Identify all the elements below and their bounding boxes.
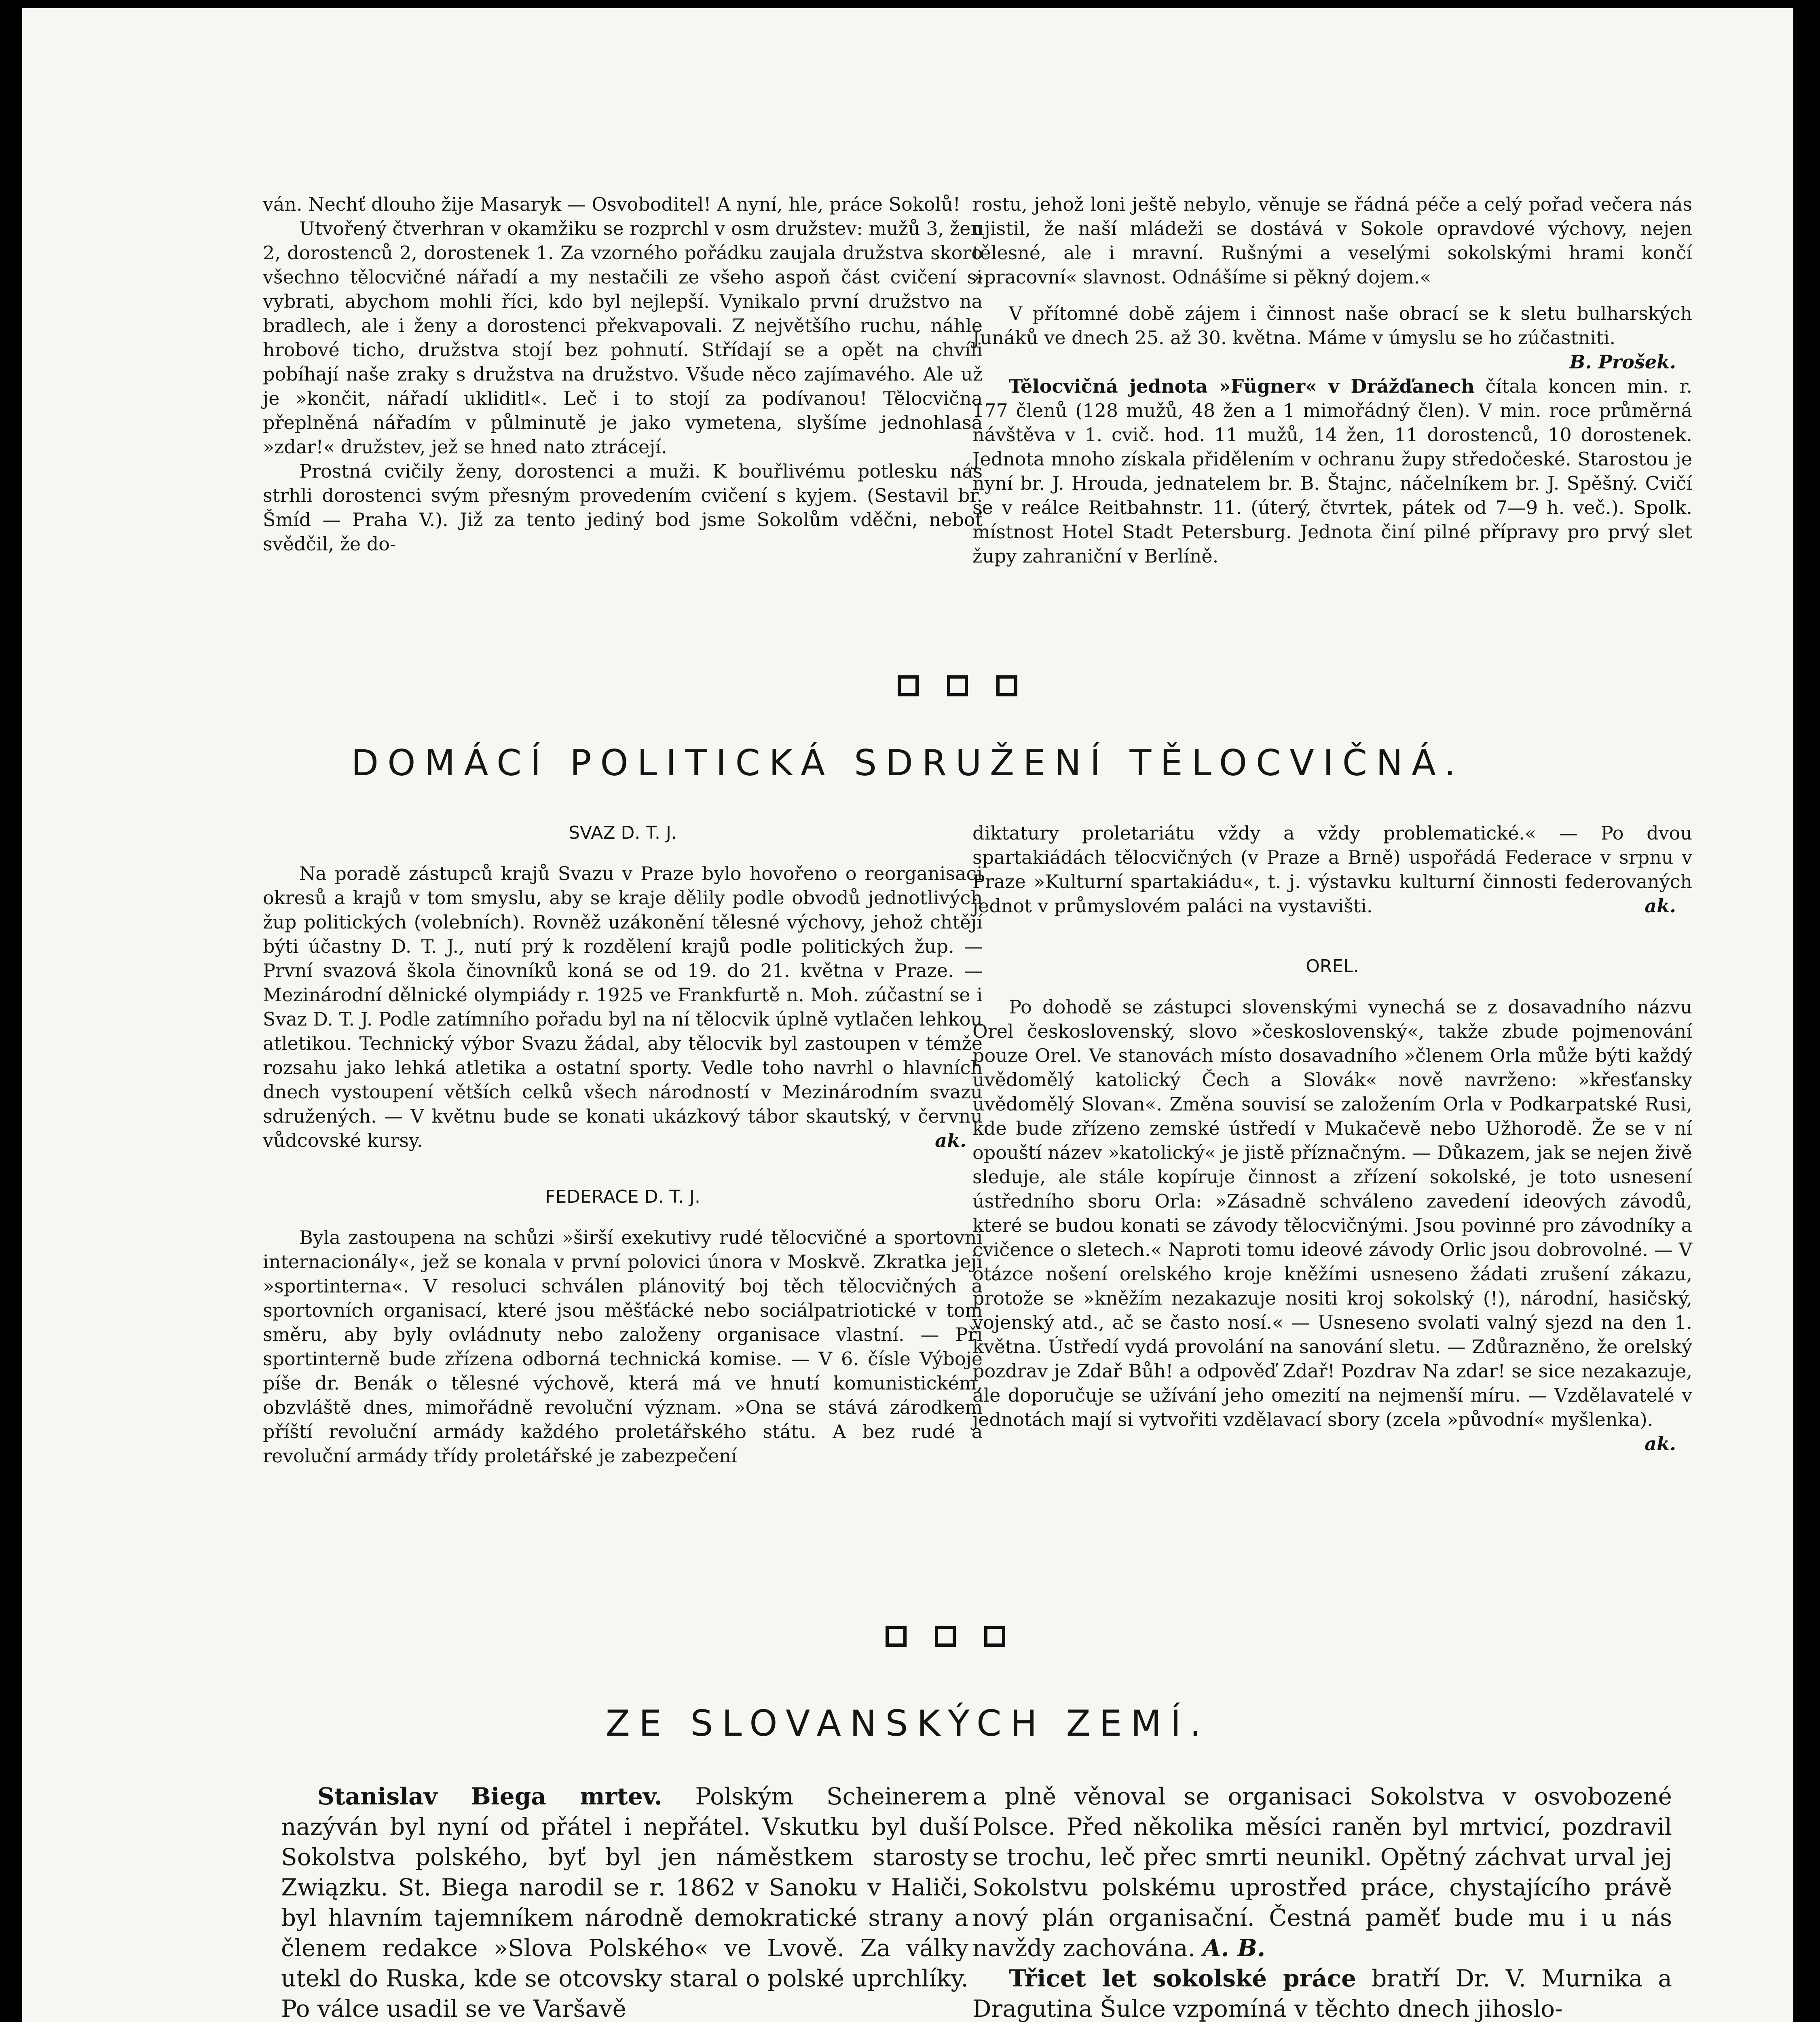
section2-right-column (972, 1781, 1672, 2022)
square-ornament-icon (996, 675, 1017, 696)
paragraph-text: bratří Dr. V. Murnika a Dragutina Šulce vzpomíná v těchto dnech jihoslo- (972, 1965, 1672, 2022)
paragraph: Byla zastoupena na schůzi »širší exekutivy rudé tělocvičné a sportovní internacionály«, jež se konala v první polovici února v Moskvě. Zkratka její »sportinterna«. V resoluci schválen plánovitý boj těch tělocvičných a sportovních organisací, které jsou měšťácké nebo sociálpatriotické v tom směru, aby byly ovládnuty nebo založeny organisace vlastní. — Při sportinterně bude zřízena odborná technická komise. — V 6. čísle Výboje píše dr. Benák o tělesné výchově, která má ve hnutí komunistickém, obzvláště dnes, mimořádně revoluční význam. »Ona se stává zárodkem příští revoluční armády každého proletářského státu. A bez rudé a revoluční armády třídy proletářské je zabezpečení (263, 1227, 983, 1467)
article-title: OREL. (1306, 956, 1359, 977)
section-divider (898, 675, 1017, 696)
paragraph-text: Na poradě zástupců krajů Svazu v Praze bylo hovořeno o reorganisaci okresů a krajů v tom smyslu, aby se kraje dělily podle obvodů jednotlivých žup politických (volebních). Rovněž uzákonění tělesné výchovy, jehož chtějí býti účastny D. T. J., nutí prý k rozdělení krajů podle politických žup. — První svazová škola činovníků koná se od 19. do 21. května v Praze. — Mezinárodní dělnické olympiády r. 1925 ve Frankfurtě n. Moh. zúčastní se i Svaz D. T. J. Podle zatímního pořadu byl na ní tělocvik úplně vytlačen lehkou atletikou. Technický výbor Svazu žádal, aby tělocvik byl zastoupen v témže rozsahu jako lehká atletika a ostatní sporty. Vedle toho navrhl o hlavních dnech vystoupení větších celků všech národností v Mezinárodním svazu sdružených. — V květnu bude se konati ukázkový tábor skautský, v červnu vůdcovské kursy. (263, 863, 983, 1151)
paragraph-text: a plně věnoval se organisaci Sokolstva v osvobozené Polsce. Před několika měsíci raněn byl mrtvicí, pozdravil se trochu, leč přec smrti neunikl. Opětný záchvat urval jej Sokolstvu polskému uprostřed práce, chystajícího právě nový plán organisační. Čestná paměť bude mu i u nás navždy zachována. (972, 1783, 1672, 1962)
paragraph-text: čítala koncen min. r. 177 členů (128 mužů, 48 žen a 1 mimořádný člen). V min. roce průměrná návštěva v 1. cvič. hod. 11 mužů, 14 žen, 11 dorostenců, 10 dorostenek. Jednota mnoho získala přidělením v ochranu župy středočeské. Starostou je nyní br. J. Hrouda, jednatelem br. B. Štajnc, náčelníkem br. J. Spěšný. Cvičí se v reálce Reitbahnstr. 11. (úterý, čtvrtek, pátek od 7—9 h. več.). Spolk. místnost Hotel Stadt Petersburg. Jednota činí pilné přípravy pro prvý slet župy zahraniční v Berlíně. (972, 375, 1692, 567)
top-left-column (263, 192, 983, 556)
article-title: FEDERACE D. T. J. (545, 1187, 700, 1207)
paragraph: ván. Nechť dlouho žije Masaryk — Osvoboditel! A nyní, hle, práce Sokolů! (263, 193, 961, 215)
square-ornament-icon (898, 675, 919, 696)
paragraph-text: Po dohodě se zástupci slovenskými vynechá se z dosavadního názvu Orel československý, slovo »československý«, takže zbude pojmenování pouze Orel. Ve stanovách místo dosavadního »členem Orla může býti každý uvědomělý katolický Čech a Slovák« nově navrženo: »křesťansky uvědomělý Slovan«. Změna souvisí se založením Orla v Podkarpatské Rusi, kde bude zřízeno zemské ústředí v Mukačevě nebo Užhorodě. Že se v ní opouští název »katolický« je jistě příznačným. — Důkazem, jak se nejen živě sleduje, ale stále kopíruje činnost a zřízení sokolské, je toto usnesení ústředního sboru Orla: »Zásadně schváleno zavedení ideových závodů, které se budou konati se závody tělocvičnými. Jsou povinné pro závodníky a cvičence o sletech.« Naproti tomu ideové závody Orlic jsou dobrovolné. — V otázce nošení orelského kroje kněžími usneseno žádati zrušení zákazu, protože se »kněžím nezakazuje nositi kroj sokolský (!), národní, hasičský, vojenský atd., ač se často nosí.« — Usneseno svolati valný sjezd na den 1. května. Ústředí vydá provolání na sanování sletu. — Zdůrazněno, že orelský pozdrav je Zdař Bůh! a odpověď Zdař! Pozdrav Na zdar! se sice nezakazuje, ale doporučuje se užívání jeho omezití na nejmenší míru. — Vzdělavatelé v jednotách mají si vytvořiti vzdělavací sbory (zcela »původní« myšlenka). (972, 996, 1692, 1430)
square-ornament-icon (984, 1626, 1005, 1647)
section-title: ZE SLOVANSKÝCH ZEMÍ. (605, 1703, 1210, 1744)
lead-text: Tělocvičná jednota »Fügner« v Drážďanech (1009, 375, 1475, 397)
paragraph: rostu, jehož loni ještě nebylo, věnuje se řádná péče a celý pořad večera nás ujistil, že naší mládeži se dostává v Sokole opravdové výchovy, nejen tělesné, ale i mravní. Rušnými a veselými sokolskými hrami končí »pracovní« slavnost. Odnášíme si pěkný dojem.« (972, 193, 1692, 288)
paragraph-text: V přítomné době zájem i činnost naše obrací se k sletu bulharských Junáků ve dnech 25. až 30. května. Máme v úmyslu se ho zúčastniti. (972, 302, 1692, 349)
paragraph (972, 301, 1692, 373)
signature: ak. (1645, 1433, 1676, 1455)
paragraph: Prostná cvičily ženy, dorostenci a muži. K bouřlivému potlesku nás strhli dorostenci svým přesným provedením cvičení s kyjem. (Sestavil br. Šmíd — Praha V.). Již za tento jediný bod jsme Sokolům vděčni, neboť svědčil, že do- (263, 460, 983, 555)
section1-left-column (263, 821, 983, 1468)
paragraph: Utvořený čtverhran v okamžiku se rozprchl v osm družstev: mužů 3, žen 2, dorostenců 2, dorostenek 1. Za vzorného pořádku zaujala družstva skoro všechno tělocvičné nářadí a my nestačili ze všeho aspoň část cvičení si vybrati, abychom mohli říci, kdo byl nejlepší. Vynikalo první družstvo na bradlech, ale i ženy a dorostenci překvapovali. Z největšího ruchu, náhle hrobové ticho, družstva stojí bez pohnutí. Střídají se a opět na chvíli pobíhají naše zraky s družstva na družstvo. Všude něco zajímavého. Ale už je »končit, nářadí ukliditl«. Leč i to stojí za podívanou! Tělocvična přeplněná nářadím v půlminutě je jako vymetena, slyšíme jednohlasá »zdar!« družstev, jež se hned nato ztrácejí. (263, 218, 983, 458)
lead-text: Třicet let sokolské práce (1009, 1965, 1356, 1992)
square-ornament-icon (886, 1626, 907, 1647)
signature: A. B. (1203, 1934, 1266, 1962)
paragraph (972, 821, 1692, 918)
page (22, 8, 1793, 2022)
section1-right-column (972, 821, 1692, 1456)
paragraph (972, 1781, 1672, 1963)
paragraph (263, 861, 983, 1153)
section-title: DOMÁCÍ POLITICKÁ SDRUŽENÍ TĚLOCVIČNÁ. (351, 742, 1465, 784)
signature: ak. (935, 1129, 966, 1151)
square-ornament-icon (935, 1626, 956, 1647)
signature: B. Prošek. (1569, 351, 1676, 373)
section2-left-column (281, 1781, 968, 2022)
top-right-column (972, 192, 1692, 568)
paragraph (281, 1781, 968, 2022)
square-ornament-icon (947, 675, 968, 696)
paragraph-text: Polským Scheinerem nazýván byl nyní od přátel i nepřátel. Vskutku byl duší Sokolstva polského, byť byl jen náměstkem starosty Związku. St. Biega narodil se r. 1862 v Sanoku v Haliči, byl hlavním tajemníkem národně demokratické strany a členem redakce »Slova Polského« ve Lvově. Za války utekl do Ruska, kde se otcovsky staral o polské uprchlíky. Po válce usadil se ve Varšavě (281, 1783, 968, 2022)
article-title: SVAZ D. T. J. (569, 823, 677, 843)
paragraph-text: diktatury proletariátu vždy a vždy problematické.« — Po dvou spartakiádách tělocvičných (v Praze a Brně) uspořádá Federace v srpnu v Praze »Kulturní spartakiádu«, t. j. výstavku kulturní činnosti federovaných jednot v průmyslovém paláci na vystavišti. (972, 822, 1692, 917)
paragraph (972, 1963, 1672, 2022)
lead-text: Stanislav Biega mrtev. (317, 1783, 662, 1810)
signature: ak. (1645, 895, 1676, 917)
section-divider (886, 1626, 1005, 1647)
paragraph (972, 995, 1692, 1455)
paragraph (972, 374, 1692, 568)
